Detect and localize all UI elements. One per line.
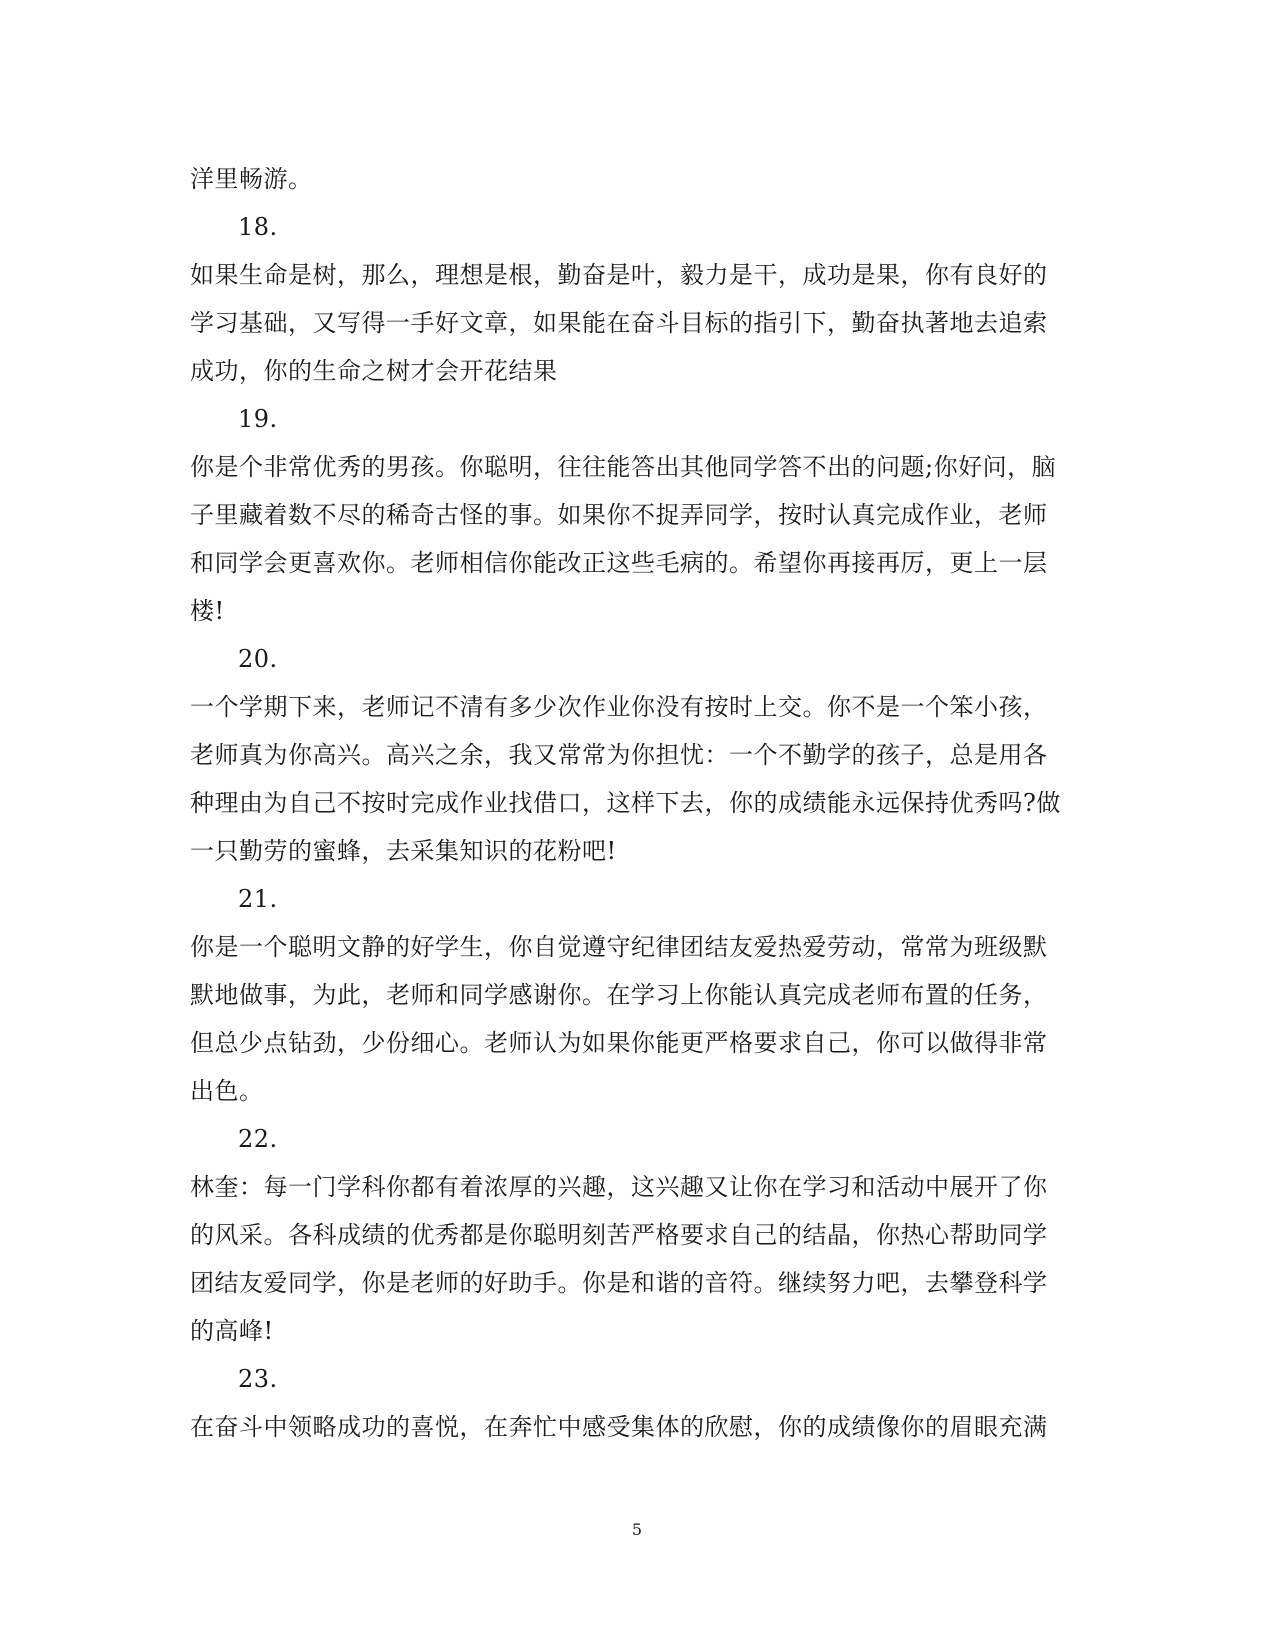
text-line: 但总少点钻劲，少份细心。老师认为如果你能更严格要求自己，你可以做得非常 bbox=[190, 1029, 1048, 1057]
text-line: 的风采。各科成绩的优秀都是你聪明刻苦严格要求自己的结晶，你热心帮助同学 bbox=[190, 1221, 1048, 1249]
item-number: 18. bbox=[238, 213, 278, 241]
text-line: 楼! bbox=[190, 597, 225, 625]
item-number: 19. bbox=[238, 405, 278, 433]
text-line: 子里藏着数不尽的稀奇古怪的事。如果你不捉弄同学，按时认真完成作业，老师 bbox=[190, 501, 1048, 529]
text-line: 学习基础，又写得一手好文章，如果能在奋斗目标的指引下，勤奋执著地去追索 bbox=[190, 309, 1048, 337]
page-number: 5 bbox=[631, 1520, 643, 1539]
text-line: 种理由为自己不按时完成作业找借口，这样下去，你的成绩能永远保持优秀吗?做 bbox=[190, 789, 1061, 817]
document-body bbox=[190, 155, 1070, 1451]
text-line: 成功，你的生命之树才会开花结果 bbox=[190, 357, 558, 385]
item-number: 20. bbox=[238, 645, 278, 673]
text-line: 一只勤劳的蜜蜂，去采集知识的花粉吧! bbox=[190, 837, 617, 865]
text-line: 出色。 bbox=[190, 1077, 264, 1105]
text-line: 和同学会更喜欢你。老师相信你能改正这些毛病的。希望你再接再厉，更上一层 bbox=[190, 549, 1048, 577]
text-line: 如果生命是树，那么，理想是根，勤奋是叶，毅力是干，成功是果，你有良好的 bbox=[190, 261, 1048, 289]
text-line: 你是一个聪明文静的好学生，你自觉遵守纪律团结友爱热爱劳动，常常为班级默 bbox=[190, 933, 1048, 961]
text-line: 一个学期下来，老师记不清有多少次作业你没有按时上交。你不是一个笨小孩， bbox=[190, 693, 1048, 721]
text-line: 团结友爱同学，你是老师的好助手。你是和谐的音符。继续努力吧，去攀登科学 bbox=[190, 1269, 1048, 1297]
text-line: 默地做事，为此，老师和同学感谢你。在学习上你能认真完成老师布置的任务， bbox=[190, 981, 1048, 1009]
text-line: 在奋斗中领略成功的喜悦，在奔忙中感受集体的欣慰，你的成绩像你的眉眼充满 bbox=[190, 1413, 1048, 1441]
text-line: 林奎：每一门学科你都有着浓厚的兴趣，这兴趣又让你在学习和活动中展开了你 bbox=[190, 1173, 1048, 1201]
text-line: 洋里畅游。 bbox=[190, 165, 313, 193]
item-number: 21. bbox=[238, 885, 278, 913]
item-number: 22. bbox=[238, 1125, 278, 1153]
text-line: 老师真为你高兴。高兴之余，我又常常为你担忧：一个不勤学的孩子，总是用各 bbox=[190, 741, 1048, 769]
text-line: 你是个非常优秀的男孩。你聪明，往往能答出其他同学答不出的问题;你好问，脑 bbox=[190, 453, 1057, 481]
item-number: 23. bbox=[238, 1365, 278, 1393]
text-line: 的高峰! bbox=[190, 1317, 274, 1345]
